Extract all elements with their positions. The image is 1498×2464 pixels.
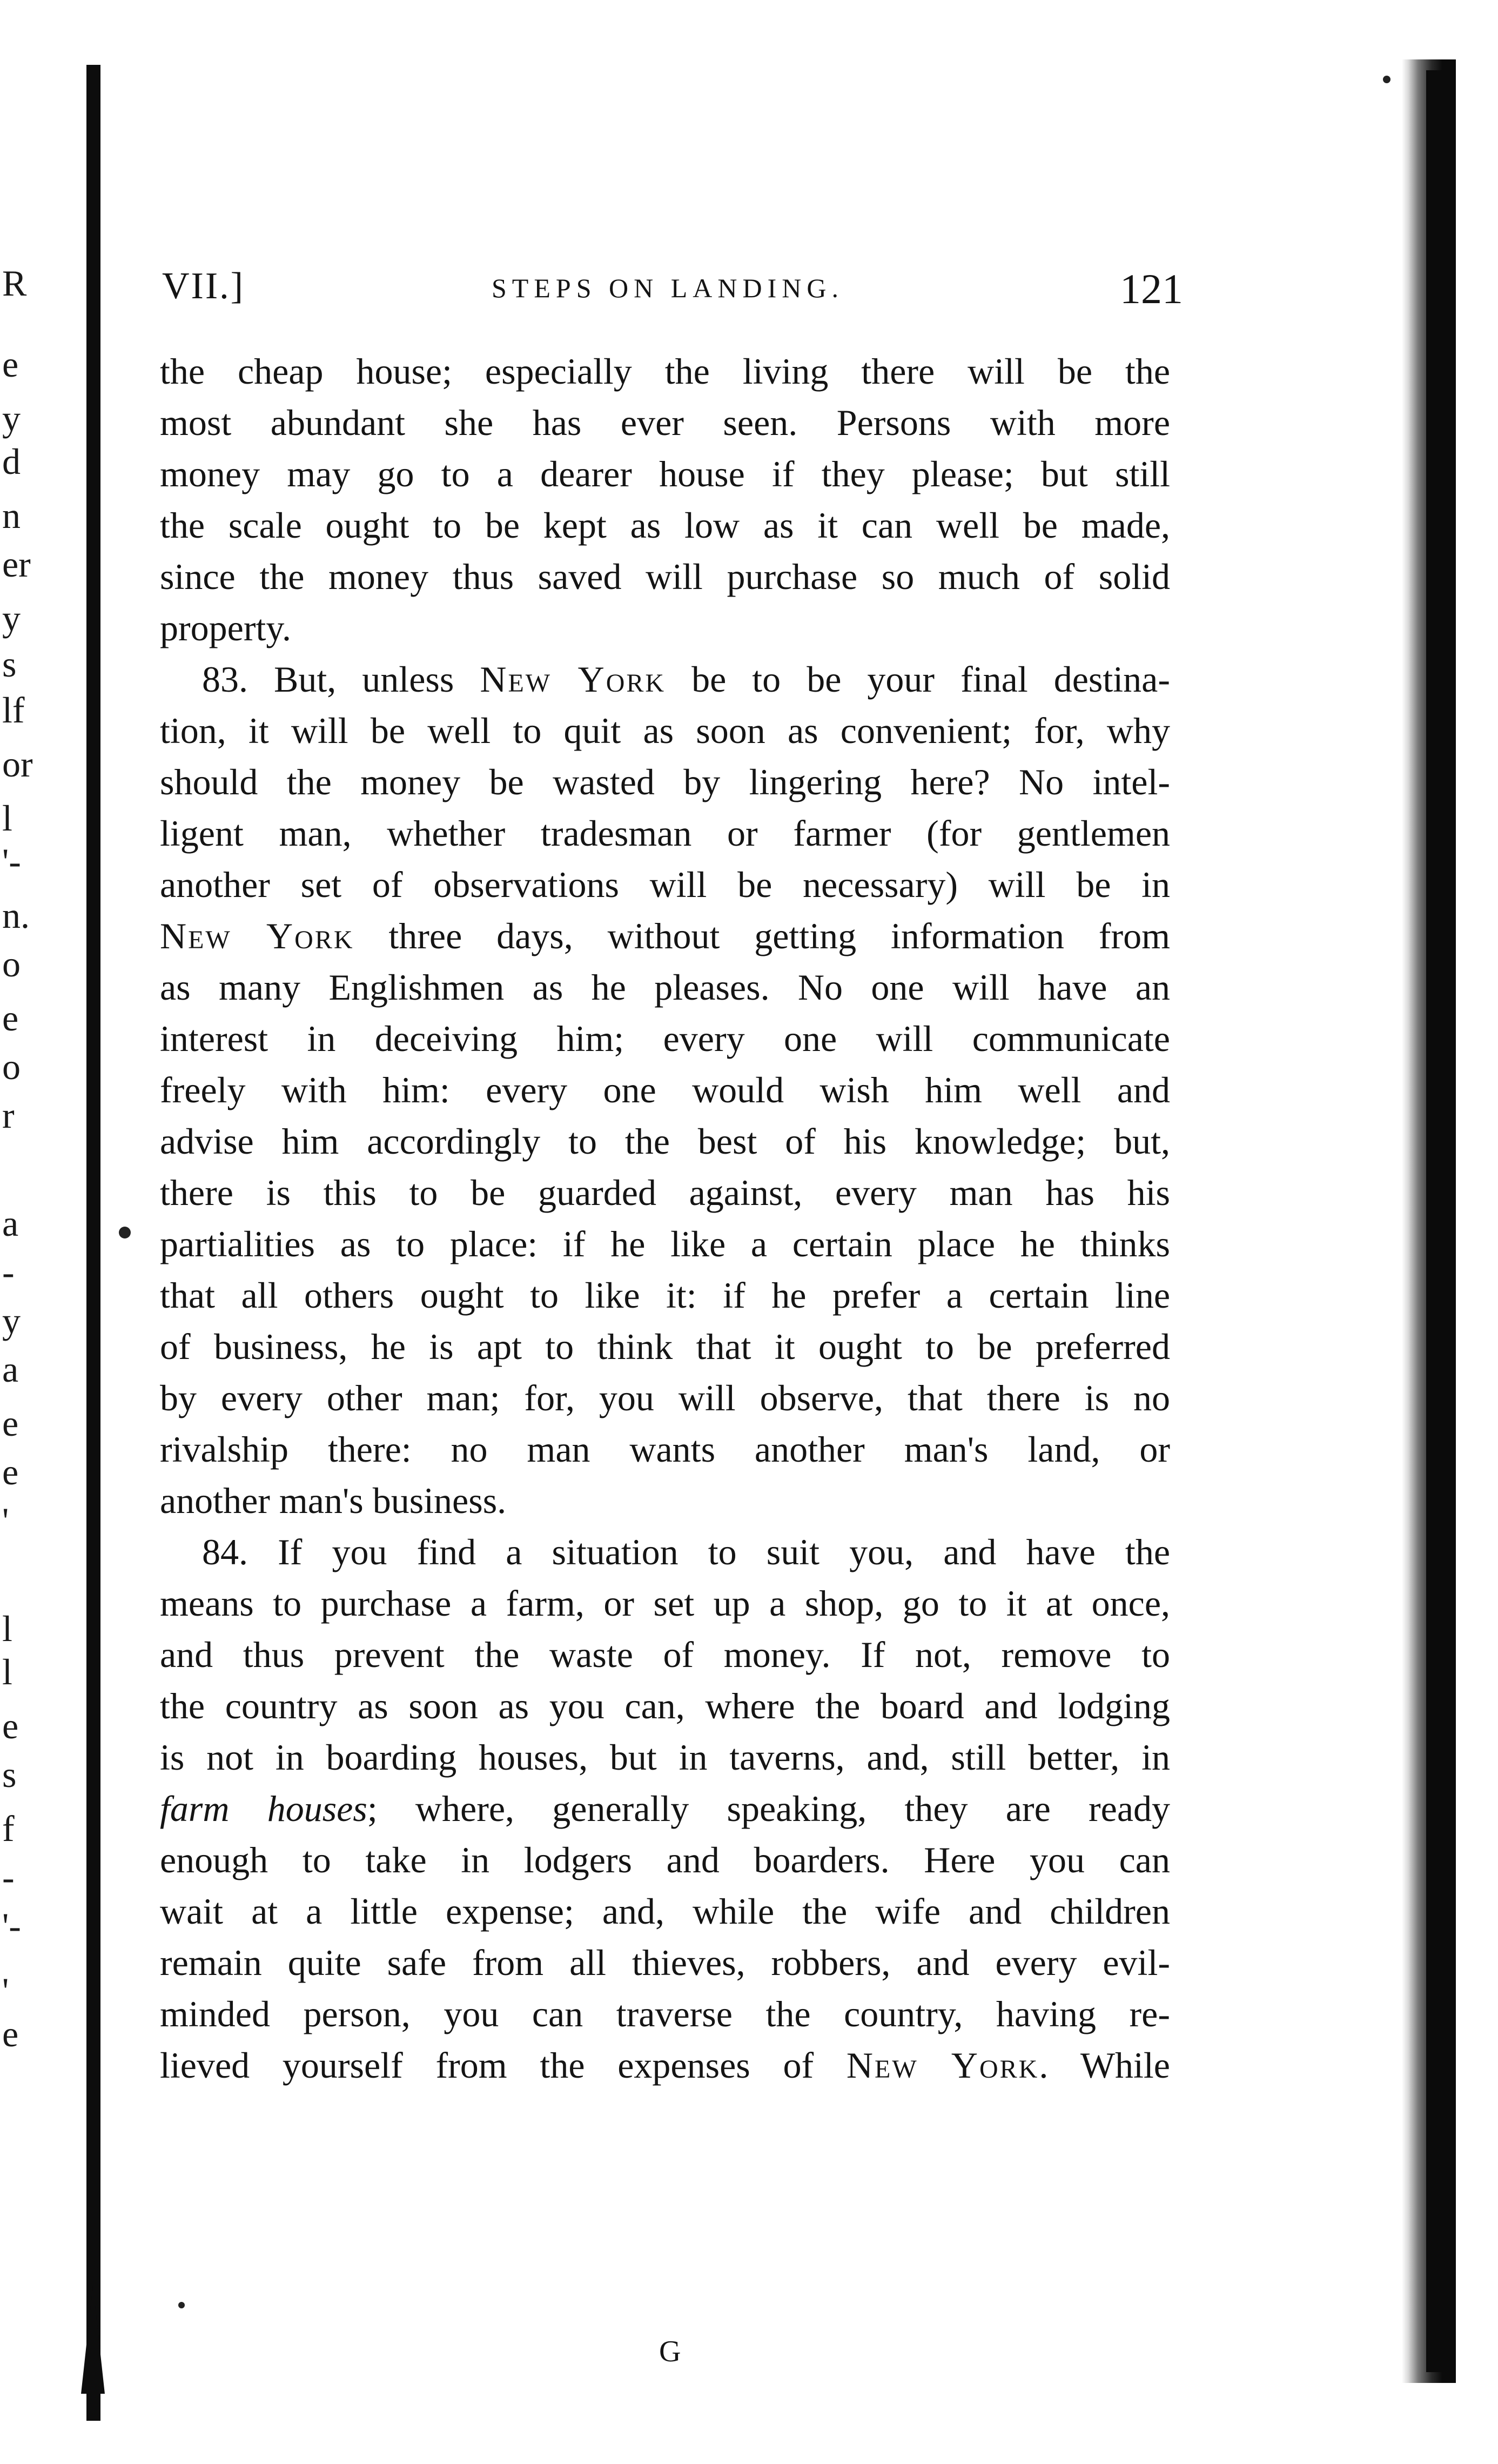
adjacent-page-gutter — [0, 0, 32, 2464]
binding-rule-left — [86, 65, 100, 2421]
gutter-letter: a — [2, 1349, 19, 1390]
text-line: property. — [160, 607, 291, 648]
text-line: and thus prevent the waste of money. If not, remove to — [160, 1634, 1170, 1675]
text-line: enough to take in lodgers and boarders. Here you can — [160, 1839, 1170, 1880]
small-caps-run: New York — [160, 915, 354, 956]
page-title: STEPS ON LANDING. — [492, 273, 844, 303]
gutter-letter: e — [2, 1403, 19, 1444]
italic-run: farm houses — [160, 1788, 367, 1829]
gutter-letter: e — [2, 997, 19, 1039]
text-line: money may go to a dearer house if they please; but still — [160, 453, 1170, 494]
text-line: since the money thus saved will purchase so much of solid — [160, 556, 1170, 597]
text-line: the cheap house; especially the living there will be the — [160, 351, 1170, 392]
binding-rule-left-foot — [81, 2286, 105, 2394]
paragraph-83-start: 83. But, unless New York be to be your final destina- — [202, 659, 1170, 700]
gutter-letter: er — [2, 544, 31, 585]
text-line: as many Englishmen as he pleases. No one will have an — [160, 967, 1170, 1008]
gutter-letter: e — [2, 1451, 19, 1492]
text-line: New York three days, without getting information from — [160, 915, 1170, 956]
body-text — [160, 346, 1170, 2091]
text-line: ligent man, whether tradesman or farmer (for gentlemen — [160, 813, 1170, 854]
gutter-letter: or — [2, 744, 33, 785]
gutter-letter: '- — [2, 1905, 21, 1946]
text-line: there is this to be guarded against, every man has his — [160, 1172, 1170, 1213]
text-line: the scale ought to be kept as low as it can well be made, — [160, 505, 1170, 546]
text-line: remain quite safe from all thieves, robbers, and every evil- — [160, 1942, 1170, 1983]
gutter-letter: l — [2, 798, 12, 839]
binding-rule-right — [1426, 70, 1449, 2372]
text-line: partialities as to place: if he like a certain place he thinks — [160, 1223, 1170, 1264]
gutter-letter: n — [2, 495, 21, 536]
text-line: the country as soon as you can, where the board and lodging — [160, 1685, 1170, 1726]
text-line: advise him accordingly to the best of his knowledge; but, — [160, 1121, 1170, 1162]
gutter-letter: - — [2, 1857, 15, 1898]
gutter-letter: ' — [2, 1970, 9, 2011]
gutter-letter: s — [2, 644, 17, 685]
text-line: another man's business. — [160, 1480, 507, 1521]
text-line: lieved yourself from the expenses of New York. While — [160, 2045, 1170, 2086]
page-number: 121 — [1120, 265, 1183, 312]
gutter-letter: e — [2, 1705, 19, 1746]
text-line: interest in deceiving him; every one will communicate — [160, 1018, 1170, 1059]
gutter-letter: l — [2, 1651, 12, 1692]
text-line: rivalship there: no man wants another man's land, or — [160, 1429, 1170, 1470]
text-line: of business, he is apt to think that it ought to be preferred — [160, 1326, 1170, 1367]
gutter-letter: s — [2, 1754, 17, 1795]
gutter-letter: e — [2, 2013, 19, 2054]
text-line: should the money be wasted by lingering here? No intel- — [160, 761, 1170, 802]
text-line: most abundant she has ever seen. Persons with more — [160, 402, 1170, 443]
gutter-letter: y — [2, 1300, 21, 1341]
text-line: means to purchase a farm, or set up a shop, go to it at once, — [160, 1583, 1170, 1624]
running-head — [162, 265, 1183, 313]
gutter-letter: - — [2, 1251, 15, 1293]
text-line: by every other man; for, you will observe, that there is no — [160, 1377, 1170, 1418]
gutter-letter: y — [2, 398, 21, 439]
gutter-letter: y — [2, 598, 21, 639]
text-line: farm houses; where, generally speaking, they are ready — [160, 1788, 1170, 1829]
text-line: wait at a little expense; and, while the wife and children — [160, 1891, 1170, 1932]
gutter-letter: a — [2, 1203, 19, 1244]
paragraph-84-start: 84. If you find a situation to suit you, and have the — [202, 1531, 1170, 1572]
small-caps-run: New York — [846, 2045, 1039, 2086]
text-line: tion, it will be well to quit as soon as convenient; for, why — [160, 710, 1170, 751]
gutter-letter: ' — [2, 1500, 9, 1541]
scan-speck — [1383, 76, 1390, 83]
text-line: minded person, you can traverse the country, having re- — [160, 1993, 1170, 2034]
text-line: another set of observations will be necessary) will be in — [160, 864, 1170, 905]
text-line: freely with him: every one would wish him well and — [160, 1069, 1170, 1110]
gutter-letter: R — [2, 263, 27, 304]
gutter-letter: n. — [2, 895, 30, 936]
gutter-letter: o — [2, 1046, 21, 1087]
gutter-letter: l — [2, 1608, 12, 1649]
gutter-letter: o — [2, 943, 21, 985]
gutter-letter: r — [2, 1095, 15, 1136]
chapter-marker: VII.] — [162, 265, 245, 307]
gutter-letter: lf — [2, 689, 25, 731]
gutter-letter: '- — [2, 841, 21, 882]
gutter-letter: e — [2, 344, 19, 385]
small-caps-run: New York — [480, 659, 666, 700]
signature-mark: G — [659, 2335, 681, 2368]
scan-speck — [178, 2302, 185, 2308]
text-line: is not in boarding houses, but in taverns, and, still better, in — [160, 1737, 1170, 1778]
gutter-letter: f — [2, 1808, 15, 1849]
text-line: that all others ought to like it: if he prefer a certain line — [160, 1275, 1170, 1316]
gutter-letter: d — [2, 441, 21, 482]
scan-speck — [119, 1227, 131, 1238]
